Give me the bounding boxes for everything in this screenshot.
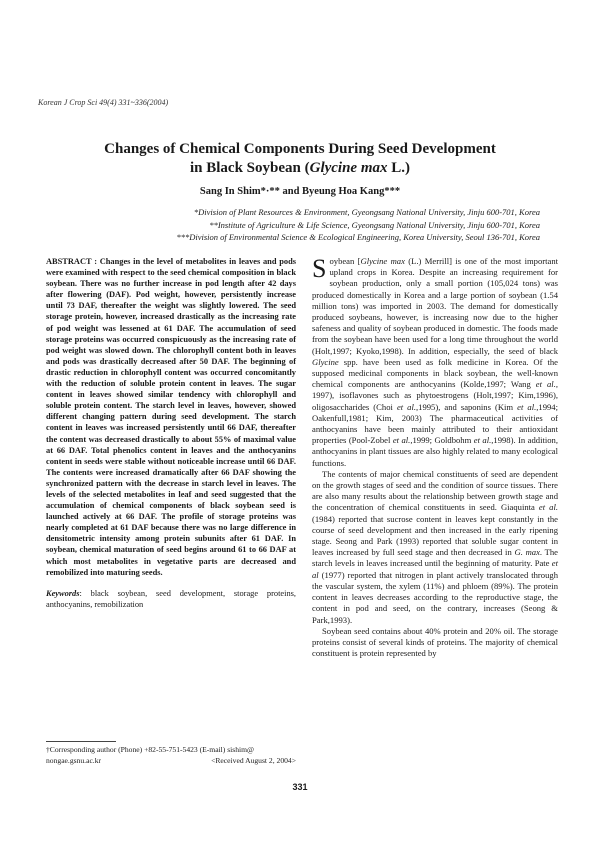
- footnote-email-domain: nongae.gsnu.ac.kr: [46, 755, 102, 765]
- body-paragraph-3: Soybean seed contains about 40% protein and 20% oil. The storage proteins consist of several kinds of proteins. The majority of chemical constituent is protein represented by: [312, 625, 558, 659]
- title-line-1: Changes of Chemical Components During Seed Development: [104, 141, 496, 157]
- journal-reference: Korean J Crop Sci 49(4) 331~336(2004): [38, 98, 169, 107]
- footnote-line-1: †Corresponding author (Phone) +82-55-751-5423 (E-mail) sishim@: [46, 745, 255, 754]
- left-column: [46, 256, 296, 610]
- keywords-label: Keywords: [46, 588, 80, 598]
- title-line-2: in Black Soybean (Glycine max L.): [189, 160, 411, 176]
- article-title: [60, 140, 540, 178]
- drop-cap: S: [312, 254, 327, 283]
- affiliation-3: ***Division of Environmental Science & Ecological Engineering, Korea University, Seoul 136-701, Korea: [176, 232, 540, 242]
- corresponding-author-footnote: [46, 745, 296, 766]
- footnote-line-2: [46, 756, 296, 767]
- abstract-text: Changes in the level of metabolites in leaves and pods were examined with respect to the seed chemical composition in black soybean. There was no further increase in pod length after 42 days after flowering (DAF). Pod weight, however, persistently increase until 73 DAF, thereafter the weight was slightly lowered. The seed storage protein, however, increased drastically as the increasing rate of pod weight was lessened at 61 DAF. The accumulation of seed storage proteins was occurred conspicuously as the increasing rate of pod weight was slowed down. The chlorophyll content both in leaves and pods was drastically decreased after 50 DAF. The beginning of drastic reduction in chlorophyll content was occurred concomitantly with the reduction of soluble protein content in leaves. The sugar content in leaves showed similar tendency with chlorophyll and soluble protein content. The starch level in leaves, however, showed different changing pattern during seed development. The starch content in leaves was increased persistently until 66 DAF, thereafter the content was decreased drastically to about 55% of maximal value at 66 DAF. Total phenolics content in leaves and the anthocyanins content in seeds were stable without noticeable increase until 66 DAF. The contents were increased dramatically after 66 DAF showing the synchronized pattern with the decrease in starch level in leaves. The levels of the selected metabolites in leaf and seed suggested that the accumulation of chemical components of black soybean seed is launched actively at 66 DAF. The profile of storage proteins was nearly completed at 61 DAF because there was no large difference in densitometric intensity among protein subunits after 61 DAF. In soybean, chemical maturation of seed begins around 61 to 66 DAF at which most metabolites in vegetative parts are decreased and remobilized into maturing seeds.: [46, 257, 296, 577]
- keywords-text: : black soybean, seed development, storage proteins, anthocyanins, remobilization: [46, 588, 296, 609]
- footnote-divider: [46, 741, 116, 742]
- author-list: Sang In Shim*·** and Byeung Hoa Kang***: [199, 186, 401, 197]
- body-paragraph-2: The contents of major chemical constituents of seed are dependent on the growth stages of seed and the condition of source tissues. There are also many results about the relationship between growth stage and the concentration of chemical constituents in seed. Giaquinta et al. (1984) reported that sucrose content in leaves kept constantly in the course of seed development and then increased in the early ripening stage. Seong and Park (1993) reported that soluble sugar content in leaves increased by full seed stage and then decreased in G. max. The starch levels in leaves increased until the beginning of maturity. Pate et al (1977) reported that nitrogen in plant actively translocated through the vascular system, the xylem (11%) and phloem (89%). The protein content in leaves decreases according to the reproductive stage, the content in pod and seed, on the contrary, increases (Seong & Park,1993).: [312, 468, 559, 625]
- affiliations: [60, 206, 540, 244]
- affiliation-2: **Institute of Agriculture & Life Science, Gyeongsang National University, Jinju 600-701, Korea: [209, 219, 540, 230]
- page-number: 331: [292, 782, 308, 792]
- keywords: [46, 588, 296, 610]
- abstract-label: ABSTRACT :: [46, 257, 97, 266]
- abstract: [46, 256, 296, 578]
- body-paragraph-1: Soybean [Glycine max (L.) Merrill] is one of the most important upland crops in Korea. Despite an increasing requirement for soybean production, only a small portion (105,024 tons) was produced domestically in Korea and a large portion of soybean (1.54 million tons) was imported in 2003. The demand for domestically produced soybeans, however, is increasing now due to the higher safeness and quality of soybean produced in domestic. The foods made from the soybean have been used for a long time throughout the world (Holt,1997; Kyoko,1998). In addition, especially, the seed of black Glycine spp. have been used as folk medicine in Korea. Of the supposed medicinal components in black soybean, the well-known chemical components are anthocyanins (Kolde,1997; Wang et al., 1997), isoflavones such as phytoestrogens (Holt,1997; Kim,1996), oligosaccharides (Choi et al.,1995), and saponins (Kim et al.,1994; Oakenfull,1981; Kim, 2003) The pharmaceutical activities of anthocyanins have been mainly attributed to their antioxidant properties (Pool-Zobel et al.,1999; Goldbohm et al.,1998). In addition, anthocyanins in plant tissues are also highly related to many ecological functions.: [312, 254, 559, 468]
- affiliation-1: *Division of Plant Resources & Environment, Gyeongsang National University, Jinju 600-701, Korea: [193, 207, 540, 217]
- received-date: <Received August 2, 2004>: [211, 755, 296, 765]
- right-column: [312, 256, 558, 659]
